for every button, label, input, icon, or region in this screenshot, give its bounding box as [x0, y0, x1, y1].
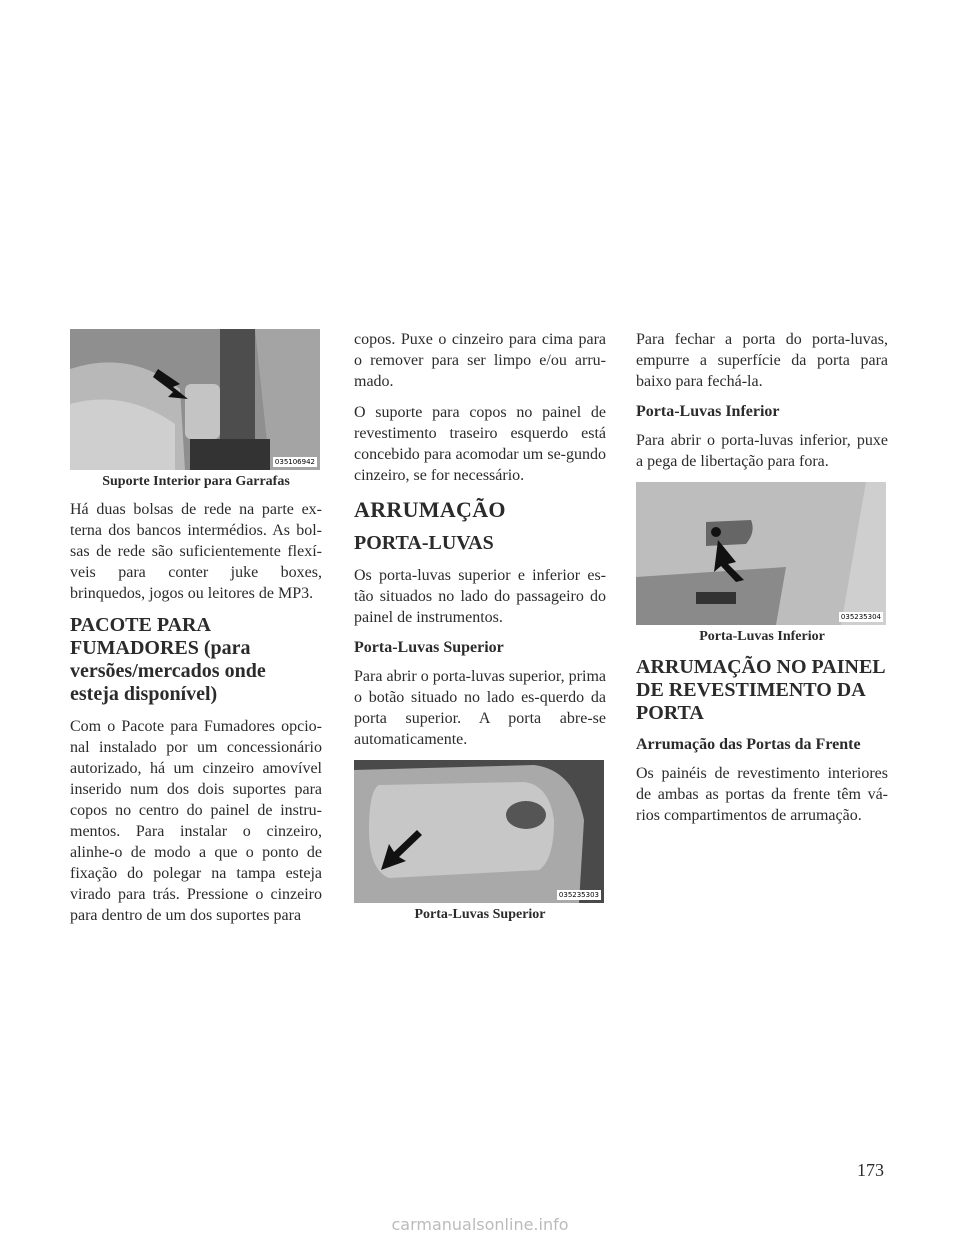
bottle-holder-illustration [70, 329, 320, 470]
paragraph: Há duas bolsas de rede na parte ex-terna dos bancos intermédios. As bol-sas de rede são suficientemente flexí-veis para conter juke boxes, brinquedos, jogos ou leitores de MP3. [70, 501, 322, 602]
paragraph: Os painéis de revestimento interiores de ambas as portas da frente têm vá-rios compartimentos de arrumação. [636, 765, 888, 824]
section-heading [70, 614, 322, 706]
page-number: 173 [857, 1160, 884, 1180]
column-3 [636, 329, 888, 836]
figure-caption: Porta-Luvas Inferior [699, 629, 825, 644]
section-heading: ARRUMAÇÃO [354, 497, 506, 522]
paragraph: Os porta-luvas superior e inferior es-tão situados no lado do passageiro do painel de instrumentos. [354, 567, 606, 626]
paragraph: copos. Puxe o cinzeiro para cima para o remover para ser limpo e/ou arru-mado. [354, 331, 606, 390]
lower-glovebox-figure [636, 482, 886, 625]
paragraph: Com o Pacote para Fumadores opcio-nal instalado por um concessionário autorizado, há um cinzeiro amovível inserido num dos dois suportes para copos no centro do painel de instru-mentos. Para instalar o cinzeiro, alinhe-o de modo a que o ponto de fixação do polegar na tampa esteja virado para trás. Pressione o cinzeiro para dentro de um dos suportes para [70, 718, 322, 924]
heading-line: ARRUMAÇÃO NO PAINEL [636, 656, 886, 678]
heading-line: DE REVESTIMENTO DA [636, 679, 866, 701]
paragraph: O suporte para copos no painel de revestimento traseiro esquerdo está concebido para acomodar um se-gundo cinzeiro, se for necessário. [354, 404, 606, 484]
subheading: Arrumação das Portas da Frente [636, 736, 861, 753]
column-1 [70, 329, 322, 936]
heading-line: esteja disponível) [70, 683, 218, 705]
heading-line: versões/mercados onde [70, 660, 266, 682]
paragraph: Para abrir o porta-luvas superior, prima o botão situado no lado es-querdo da porta superior. A porta abre-se automaticamente. [354, 668, 606, 748]
upper-glovebox-figure [354, 760, 604, 903]
figure-code: 035235303 [558, 891, 599, 899]
lower-glovebox-illustration [636, 482, 886, 625]
site-watermark[interactable]: carmanualsonline.info [391, 1215, 569, 1234]
subheading: Porta-Luvas Inferior [636, 403, 780, 420]
upper-glovebox-illustration [354, 760, 604, 903]
heading-line: FUMADORES (para [70, 637, 251, 659]
figure-code: 035235304 [840, 613, 881, 621]
subsection-heading: PORTA-LUVAS [354, 532, 494, 554]
figure-caption: Porta-Luvas Superior [414, 907, 546, 922]
figure-caption: Suporte Interior para Garrafas [102, 474, 290, 489]
section-heading [636, 656, 888, 725]
column-2 [354, 329, 606, 932]
subheading: Porta-Luvas Superior [354, 639, 504, 656]
bottle-holder-figure [70, 329, 320, 470]
paragraph: Para fechar a porta do porta-luvas, empurre a superfície da porta para baixo para fechá-la. [636, 331, 888, 390]
figure-code: 035106942 [274, 458, 315, 466]
heading-line: PORTA [636, 702, 704, 724]
heading-line: PACOTE PARA [70, 614, 211, 636]
paragraph: Para abrir o porta-luvas inferior, puxe a pega de libertação para fora. [636, 432, 888, 470]
